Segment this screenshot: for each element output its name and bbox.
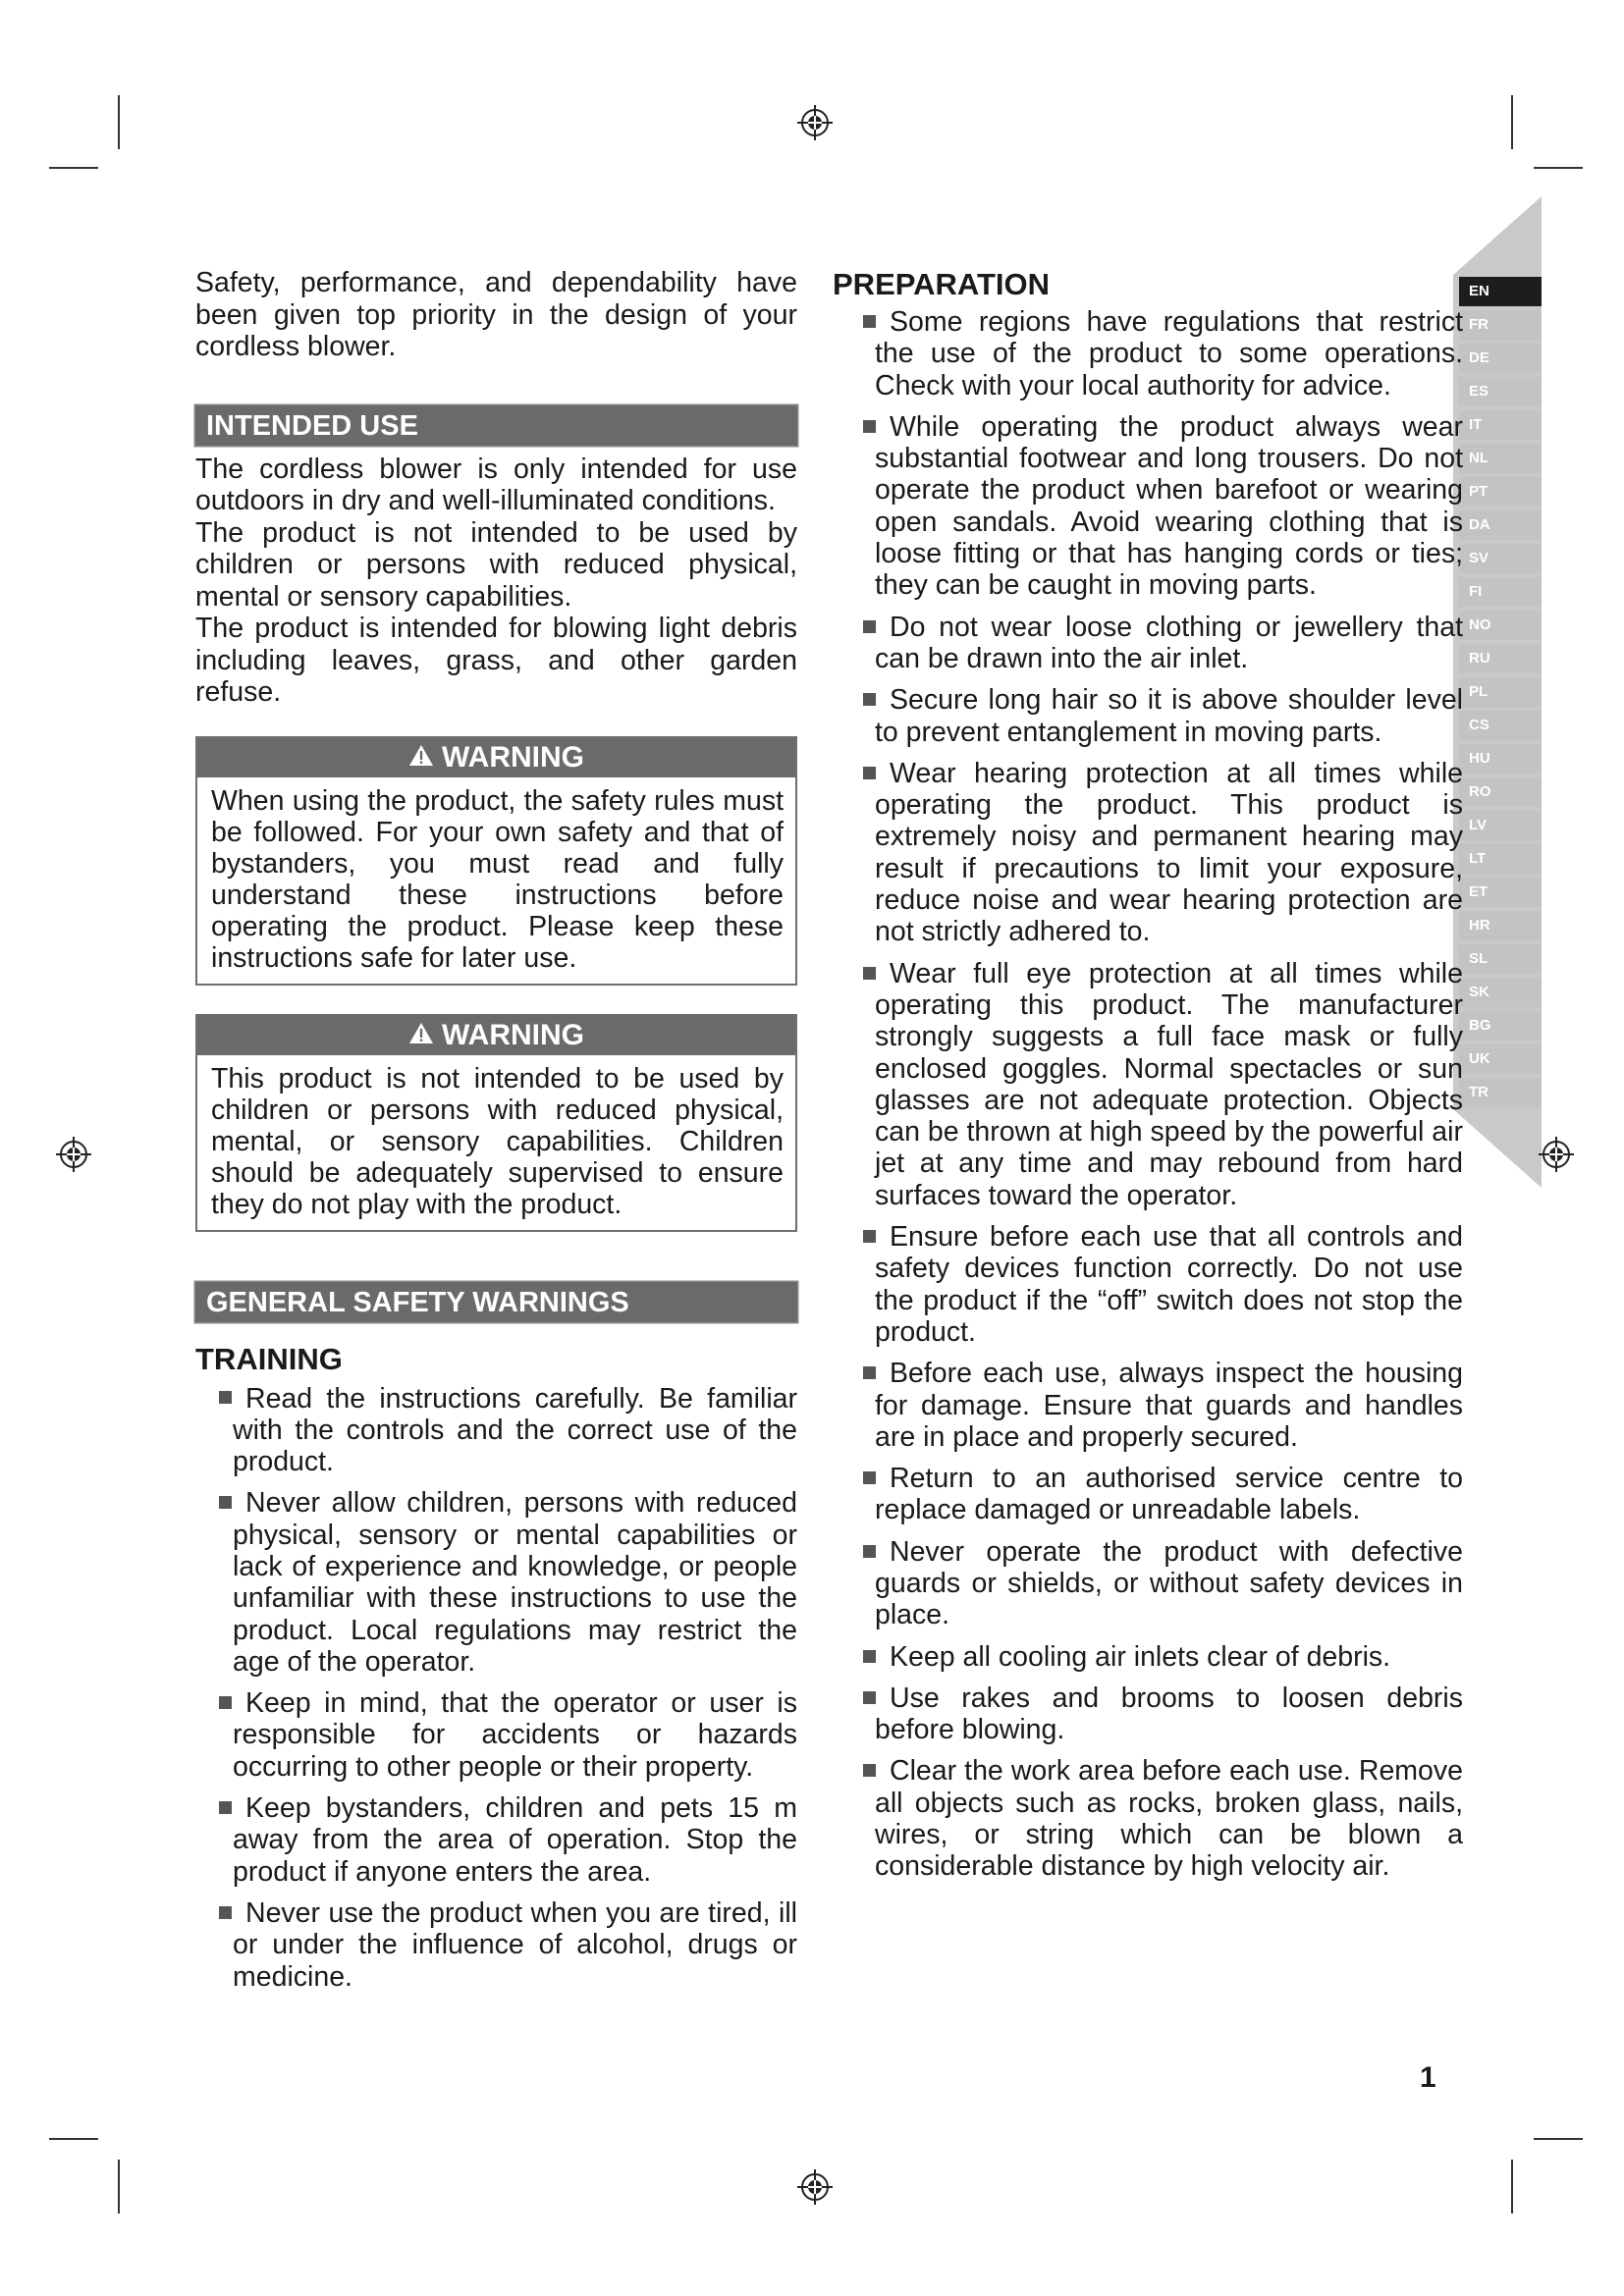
list-item-text: Never use the product when you are tired, ill or under the influence of alcohol, drugs or medicine. — [233, 1896, 797, 1993]
language-tab-lt[interactable]: LT — [1459, 844, 1542, 874]
list-item-text: Never allow children, persons with reduced physical, sensory or mental capabilities or lack of experience and knowledge, or people unfamiliar with these instructions to use the product. Local regulations may restrict the age of the operator. — [233, 1487, 797, 1678]
bullet-square-icon — [219, 1391, 232, 1404]
language-tab-lv[interactable]: LV — [1459, 811, 1542, 840]
list-item — [195, 1897, 797, 1993]
crop-mark — [1511, 95, 1513, 149]
warning-header — [197, 738, 795, 777]
language-tab-hu[interactable]: HU — [1459, 744, 1542, 774]
bullet-square-icon — [863, 1366, 876, 1379]
intro-text: Safety, performance, and dependability have been given top priority in the design of your cordless blower. — [195, 267, 797, 362]
language-tab-hr[interactable]: HR — [1459, 911, 1542, 940]
crop-mark — [1534, 167, 1583, 169]
language-tab-it[interactable]: IT — [1459, 410, 1542, 440]
list-item — [833, 1221, 1463, 1348]
registration-mark-icon — [54, 1135, 93, 1174]
crop-mark — [118, 95, 120, 149]
crop-mark — [1511, 2160, 1513, 2214]
list-item-text: Ensure before each use that all controls and safety devices function correctly. Do not use the product if the “off” switch does not stop the product. — [875, 1221, 1463, 1348]
list-item-text: Return to an authorised service centre to replace damaged or unreadable labels. — [875, 1463, 1463, 1526]
language-tab-fr[interactable]: FR — [1459, 310, 1542, 340]
bullet-square-icon — [863, 420, 876, 433]
list-item — [833, 1682, 1463, 1746]
warning-title: WARNING — [442, 740, 584, 774]
list-item-text: Before each use, always inspect the housing for damage. Ensure that guards and handles are in place and properly secured. — [875, 1358, 1463, 1453]
language-tab-ru[interactable]: RU — [1459, 644, 1542, 673]
bullet-square-icon — [863, 1471, 876, 1484]
language-tab-ro[interactable]: RO — [1459, 777, 1542, 807]
training-heading: TRAINING — [195, 1341, 343, 1376]
language-tab-sk[interactable]: SK — [1459, 978, 1542, 1007]
list-item — [195, 1792, 797, 1888]
language-tab-pt[interactable]: PT — [1459, 477, 1542, 507]
bullet-square-icon — [219, 1696, 232, 1709]
language-tab-pl[interactable]: PL — [1459, 677, 1542, 707]
registration-mark-icon — [795, 103, 835, 142]
language-tab-de[interactable]: DE — [1459, 344, 1542, 373]
bullet-square-icon — [863, 1650, 876, 1663]
warning-text: When using the product, the safety rules must be followed. For your own safety and that of bystanders, you must read and fully understand these instructions before operating the product. Please keep these instructions safe for later use. — [211, 784, 784, 974]
language-tab-fi[interactable]: FI — [1459, 577, 1542, 607]
intended-use-paragraph: The product is intended for blowing light debris including leaves, grass, and other garden refuse. — [195, 613, 797, 708]
list-item — [833, 1463, 1463, 1526]
left-column — [195, 267, 797, 2002]
registration-mark-icon — [1537, 1135, 1576, 1174]
crop-mark — [1534, 2138, 1583, 2140]
list-item — [195, 1687, 797, 1783]
list-item-text: Keep all cooling air inlets clear of debris. — [890, 1640, 1391, 1673]
bullet-square-icon — [863, 767, 876, 779]
list-item-text: Read the instructions carefully. Be familiar with the controls and the correct use of the product. — [233, 1382, 797, 1478]
list-item-text: Some regions have regulations that restrict the use of the product to some operations. Check with your local authority for advice. — [875, 306, 1463, 401]
crop-mark — [49, 2138, 98, 2140]
list-item — [195, 1383, 797, 1478]
warning-title: WARNING — [442, 1018, 584, 1051]
list-item — [833, 1755, 1463, 1882]
bullet-square-icon — [219, 1906, 232, 1919]
preparation-heading: PREPARATION — [833, 267, 1051, 301]
registration-mark-icon — [795, 2167, 835, 2207]
language-tab-sl[interactable]: SL — [1459, 944, 1542, 974]
list-item-text: Wear full eye protection at all times while operating this product. The manufacturer strongly suggests a full face mask or fully enclosed goggles. Normal spectacles or sun glasses are not adequate protection. Objects can be thrown at high speed by the powerful air jet at any time and may rebound from hard surfaces toward the operator. — [875, 957, 1463, 1211]
language-tab-nl[interactable]: NL — [1459, 444, 1542, 473]
bullet-square-icon — [863, 1230, 876, 1243]
right-column — [833, 267, 1463, 1893]
list-item — [833, 1536, 1463, 1631]
list-item — [833, 1641, 1463, 1673]
list-item — [833, 958, 1463, 1211]
bullet-square-icon — [219, 1801, 232, 1814]
list-item-text: Do not wear loose clothing or jewellery that can be drawn into the air inlet. — [875, 611, 1463, 674]
list-item — [833, 758, 1463, 948]
list-item-text: Keep bystanders, children and pets 15 m away from the area of operation. Stop the product if anyone enters the area. — [233, 1792, 797, 1888]
language-tab-sv[interactable]: SV — [1459, 544, 1542, 573]
list-item — [833, 411, 1463, 602]
page-number: 1 — [1420, 2061, 1436, 2094]
list-item-text: Clear the work area before each use. Remove all objects such as rocks, broken glass, nails, wires, or string which can be blown a considerable distance by high velocity air. — [875, 1755, 1463, 1883]
list-item-text: Wear hearing protection at all times while operating the product. This product is extremely noisy and permanent hearing may result if precautions to limit your exposure, reduce noise and wear hearing protection are not strictly adhered to. — [875, 757, 1463, 948]
list-item-text: Use rakes and brooms to loosen debris before blowing. — [875, 1682, 1463, 1746]
crop-mark — [49, 167, 98, 169]
language-tab-no[interactable]: NO — [1459, 611, 1542, 640]
crop-mark — [118, 2160, 120, 2214]
warning-box — [195, 1014, 797, 1232]
bullet-square-icon — [863, 620, 876, 633]
intended-use-paragraph: The cordless blower is only intended for use outdoors in dry and well-illuminated conditions. — [195, 453, 797, 516]
bullet-square-icon — [219, 1496, 232, 1509]
language-tab-es[interactable]: ES — [1459, 377, 1542, 406]
intended-use-heading: INTENDED USE — [195, 405, 797, 446]
list-item-text: Keep in mind, that the operator or user is responsible for accidents or hazards occurring to other people or their property. — [233, 1687, 797, 1783]
list-item — [833, 612, 1463, 675]
warning-header — [197, 1016, 795, 1055]
warning-text: This product is not intended to be used by children or persons with reduced physical, mental, or sensory capabilities. Children should be adequately supervised to ensure they do not play with the product. — [211, 1062, 784, 1220]
language-tab-da[interactable]: DA — [1459, 510, 1542, 540]
bullet-square-icon — [863, 1764, 876, 1777]
preparation-list — [833, 306, 1463, 1883]
language-tab-tr[interactable]: TR — [1459, 1078, 1542, 1107]
list-item-text: Secure long hair so it is above shoulder level to prevent entanglement in moving parts. — [875, 684, 1463, 748]
warning-triangle-icon — [408, 1022, 434, 1044]
list-item-text: While operating the product always wear substantial footwear and long trousers. Do not operate the product when barefoot or wearing open sandals. Avoid wearing clothing that is loose fitting or that has hanging cords or ties; they can be caught in moving parts. — [875, 410, 1463, 602]
training-list — [195, 1383, 797, 1993]
general-safety-heading: GENERAL SAFETY WARNINGS — [195, 1282, 797, 1322]
language-tab-bg[interactable]: BG — [1459, 1011, 1542, 1041]
language-tabs — [1459, 277, 1542, 1111]
bullet-square-icon — [863, 693, 876, 706]
list-item — [195, 1487, 797, 1678]
bullet-square-icon — [863, 1545, 876, 1558]
list-item — [833, 306, 1463, 401]
warning-triangle-icon — [408, 744, 434, 767]
list-item — [833, 1358, 1463, 1453]
warning-box — [195, 736, 797, 986]
intended-use-paragraph: The product is not intended to be used by children or persons with reduced physical, mental or sensory capabilities. — [195, 516, 797, 613]
list-item-text: Never operate the product with defective guards or shields, or without safety devices in place. — [875, 1535, 1463, 1631]
bullet-square-icon — [863, 967, 876, 980]
bullet-square-icon — [863, 315, 876, 328]
bullet-square-icon — [863, 1691, 876, 1704]
language-tab-en[interactable]: EN — [1459, 277, 1542, 306]
list-item — [833, 684, 1463, 748]
language-tab-uk[interactable]: UK — [1459, 1044, 1542, 1074]
language-tab-cs[interactable]: CS — [1459, 711, 1542, 740]
language-tab-et[interactable]: ET — [1459, 878, 1542, 907]
